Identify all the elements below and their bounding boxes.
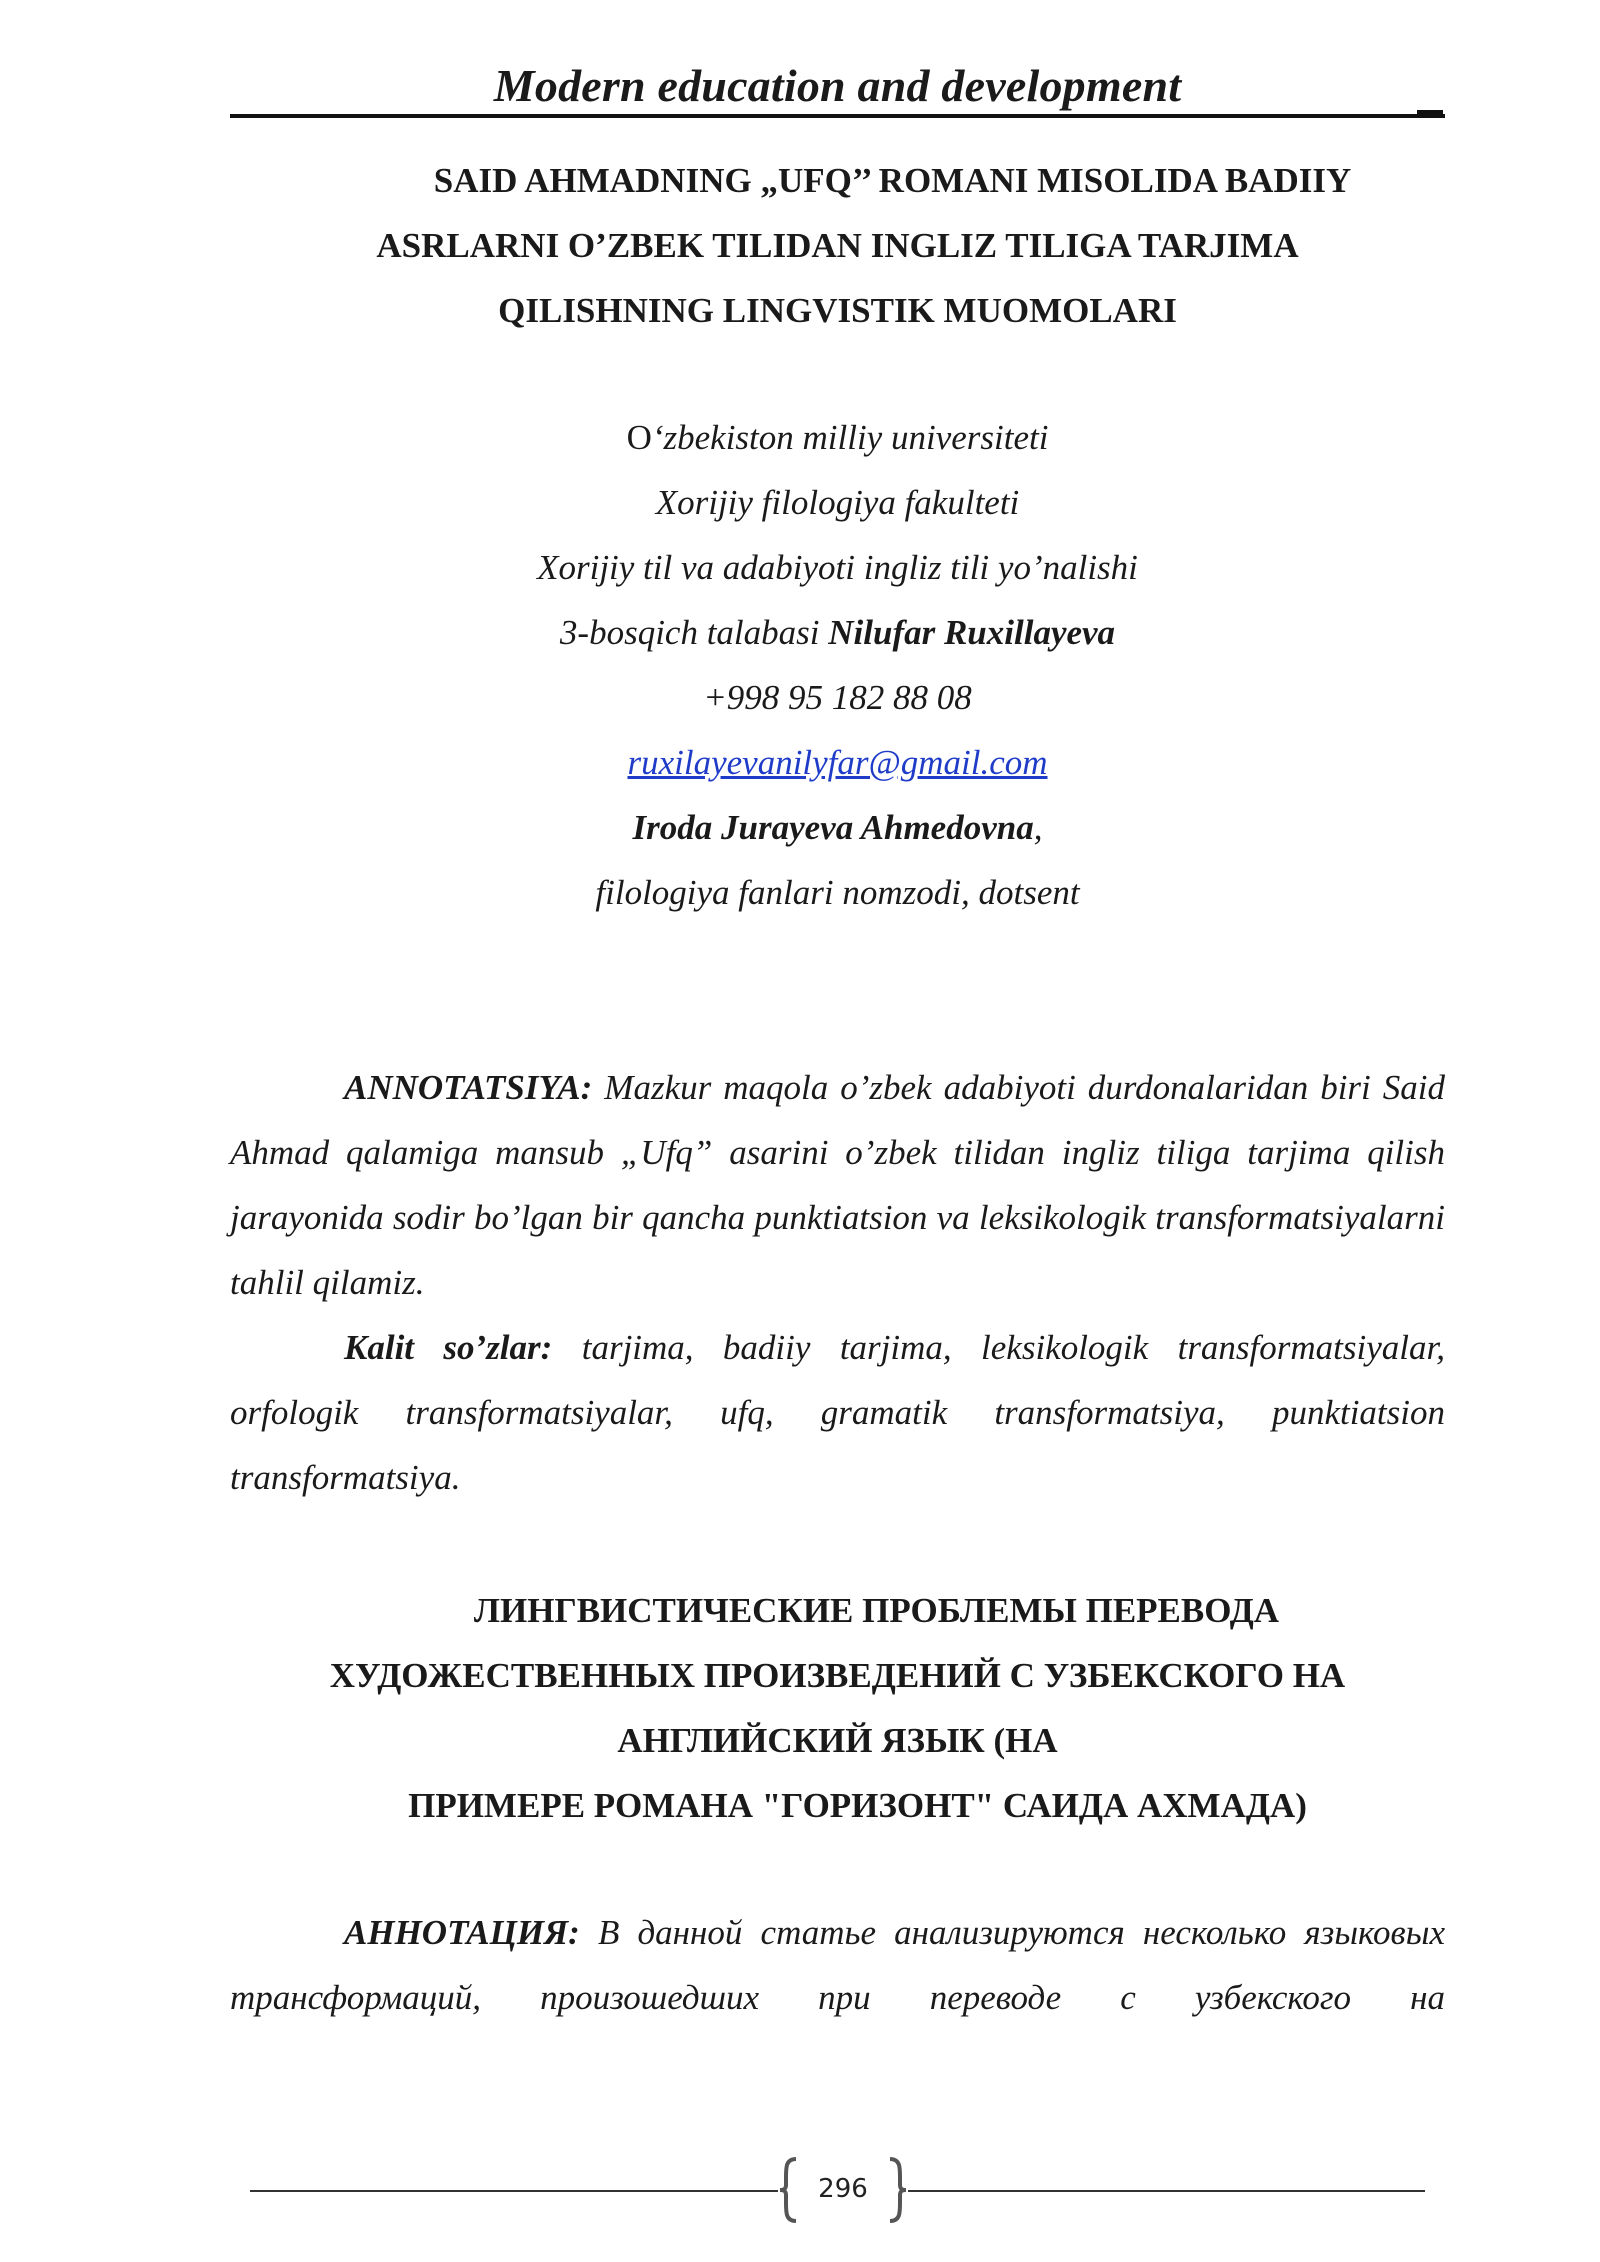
abstract-russian [230, 1900, 1445, 2030]
abstract-label: ANNOTATSIYA: [344, 1068, 593, 1107]
student-name: Nilufar Ruxillayeva [828, 613, 1116, 652]
department-line: Xorijiy til va adabiyoti ingliz tili yo’nalishi [537, 548, 1138, 587]
university-line [230, 405, 1445, 470]
supervisor-name: Iroda Jurayeva Ahmedovna [632, 808, 1034, 847]
keywords-label: Kalit so’zlar: [344, 1328, 553, 1367]
email-line [230, 730, 1445, 795]
journal-title: Modern education and development [493, 60, 1182, 111]
student-prefix: 3-bosqich talabasi [559, 613, 820, 652]
university-initial: O [626, 418, 652, 457]
title-line: ПРИМЕРЕ РОМАНА "ГОРИЗОНТ" САИДА АХМАДА) [408, 1786, 1307, 1825]
title-line: АНГЛИЙСКИЙ ЯЗЫК (НА [617, 1721, 1058, 1760]
abstract-uzbek [230, 1055, 1445, 1315]
supervisor-name-suffix: , [1033, 808, 1043, 847]
header-rule-dash [1417, 108, 1443, 118]
title-line: SAID AHMADNING „UFQ’’ ROMANI MISOLIDA BADIIY [433, 161, 1352, 200]
keywords-paragraph [230, 1315, 1445, 1510]
email-link[interactable]: ruxilayevanilyfar@gmail.com [627, 743, 1048, 782]
article-title-russian [230, 1578, 1445, 1838]
university-name-rest: ‘zbekiston milliy universiteti [651, 418, 1049, 457]
page-number: 296 [818, 2174, 868, 2204]
footer-rule-right [908, 2190, 1425, 2192]
author-affiliation-block [230, 405, 1445, 925]
abstract-text: В данной статье анализируются несколько языковых трансформаций, произошедших при переводе с узбекского на [230, 1913, 1445, 2017]
abstract-label: АННОТАЦИЯ: [344, 1913, 580, 1952]
keywords-text: tarjima, badiiy tarjima, leksikologik transformatsiyalar, orfologik transformatsiyalar, ufq, gramatik transformatsiya, punktiatsion transformatsiya. [230, 1328, 1445, 1497]
abstract-text: Mazkur maqola o’zbek adabiyoti durdonalaridan biri Said Ahmad qalamiga mansub „Ufq” asarini o’zbek tilidan ingliz tiliga tarjima qilish jarayonida sodir bo’lgan bir qancha punktiatsion va leksikologik transformatsiyalarni tahlil qilamiz. [230, 1068, 1446, 1302]
title-line: ЛИНГВИСТИЧЕСКИЕ ПРОБЛЕМЫ ПЕРЕВОДА [473, 1591, 1280, 1630]
title-line: ХУДОЖЕСТВЕННЫХ ПРОИЗВЕДЕНИЙ С УЗБЕКСКОГО НА [329, 1656, 1346, 1695]
title-line: ASRLARNI O’ZBEK TILIDAN INGLIZ TILIGA TARJIMA [376, 226, 1299, 265]
supervisor-line [230, 795, 1445, 860]
faculty-line: Xorijiy filologiya fakulteti [655, 483, 1020, 522]
student-line [230, 600, 1445, 665]
phone-line: +998 95 182 88 08 [703, 678, 972, 717]
right-brace-ornament [886, 2155, 908, 2225]
running-header [230, 58, 1445, 118]
supervisor-title-line: filologiya fanlari nomzodi, dotsent [595, 873, 1080, 912]
title-line: QILISHNING LINGVISTIK MUOMOLARI [498, 291, 1177, 330]
article-title-uzbek [230, 148, 1445, 343]
page-footer [250, 2155, 1425, 2225]
footer-rule-left [250, 2190, 778, 2192]
